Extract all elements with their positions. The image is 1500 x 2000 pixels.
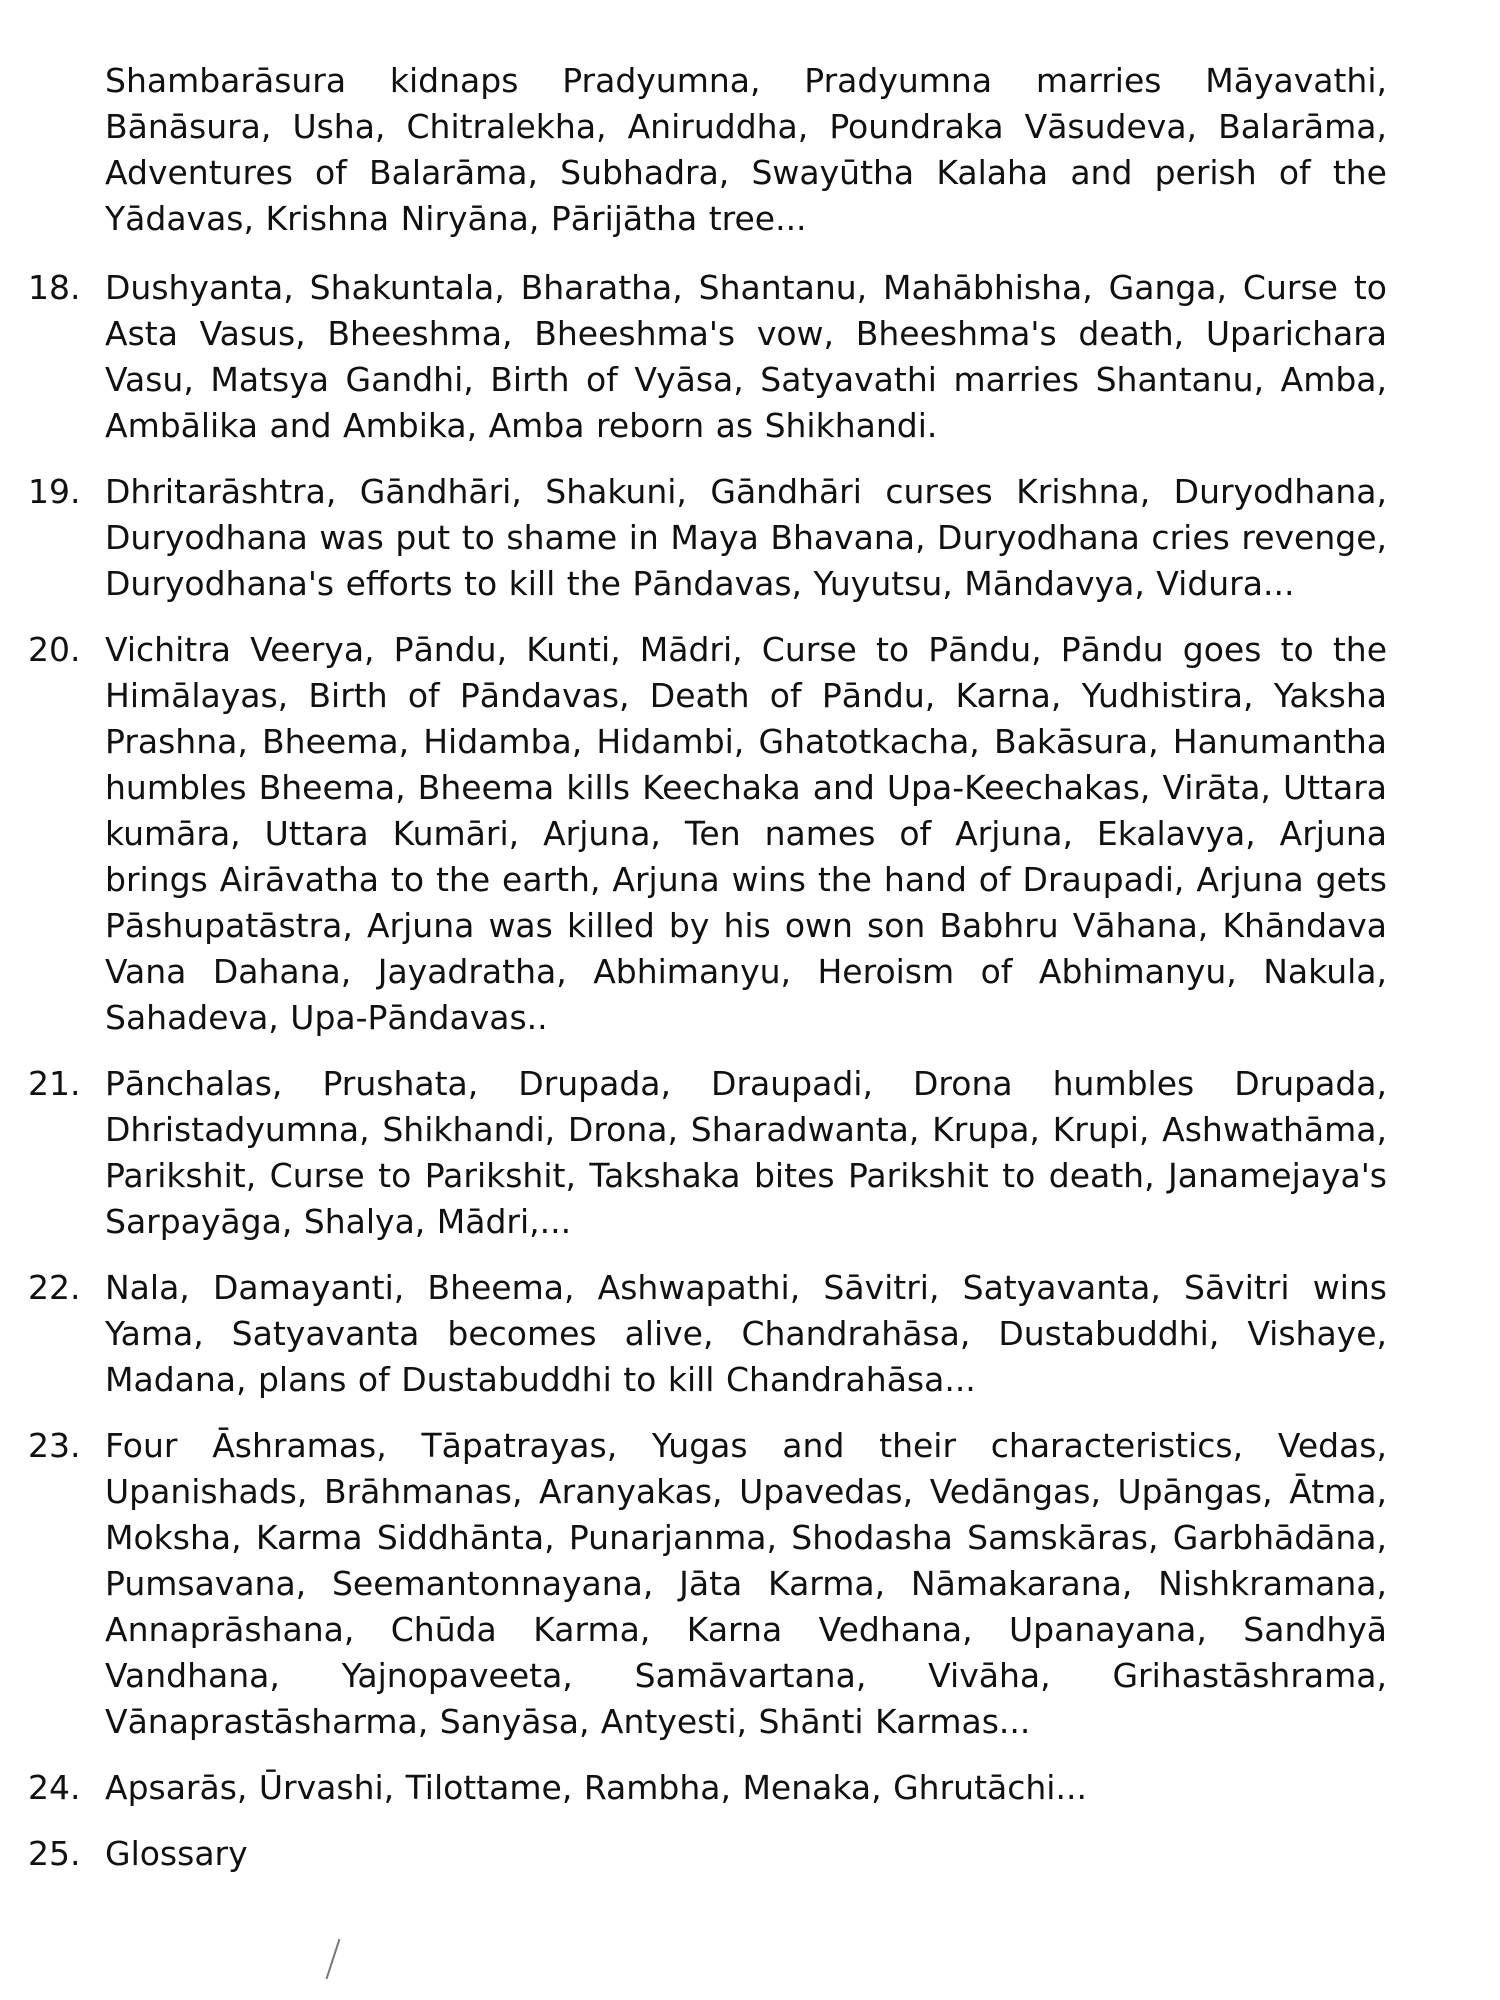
item-number-24: 24. [28,1768,81,1807]
list-item-20 [28,627,1387,1041]
item-text-21: Pānchalas, Prushata, Drupada, Draupadi, Drona humbles Drupada, Dhristadyumna, Shikhandi, Drona, Sharadwanta, Krupa, Krupi, Ashwathāma, Parikshit, Curse to Parikshit, Takshaka bites Parikshit to death, Janamejaya's Sarpayāga, Shalya, Mādri,... [105,1064,1387,1241]
list-item-21 [28,1061,1387,1245]
item-text-18: Dushyanta, Shakuntala, Bharatha, Shantanu, Mahābhisha, Ganga, Curse to Asta Vasus, Bheeshma, Bheeshma's vow, Bheeshma's death, Uparichara Vasu, Matsya Gandhi, Birth of Vyāsa, Satyavathi marries Shantanu, Amba, Ambālika and Ambika, Amba reborn as Shikhandi. [105,268,1387,445]
item-text-23: Four Āshramas, Tāpatrayas, Yugas and their characteristics, Vedas, Upanishads, Brāhmanas, Aranyakas, Upavedas, Vedāngas, Upāngas, Ātma, Moksha, Karma Siddhānta, Punarjanma, Shodasha Samskāras, Garbhādāna, Pumsavana, Seemantonnayana, Jāta Karma, Nāmakarana, Nishkramana, Annaprāshana, Chūda Karma, Karna Vedhana, Upanayana, Sandhyā Vandhana, Yajnopaveeta, Samāvartana, Vivāha, Grihastāshrama, Vānaprastāsharma, Sanyāsa, Antyesti, Shānti Karmas... [105,1426,1387,1741]
item-number-20: 20. [28,630,81,669]
item-number-18: 18. [28,268,81,307]
item-number-25: 25. [28,1834,81,1873]
continuation-paragraph: Shambarāsura kidnaps Pradyumna, Pradyumna marries Māyavathi, Bānāsura, Usha, Chitralekha, Aniruddha, Poundraka Vāsudeva, Balarāma, Adventures of Balarāma, Subhadra, Swayūtha Kalaha and perish of the Yādavas, Krishna Niryāna, Pārijātha tree... [105,61,1387,238]
item-text-20: Vichitra Veerya, Pāndu, Kunti, Mādri, Curse to Pāndu, Pāndu goes to the Himālayas, Birth of Pāndavas, Death of Pāndu, Karna, Yudhistira, Yaksha Prashna, Bheema, Hidamba, Hidambi, Ghatotkacha, Bakāsura, Hanumantha humbles Bheema, Bheema kills Keechaka and Upa-Keechakas, Virāta, Uttara kumāra, Uttara Kumāri, Arjuna, Ten names of Arjuna, Ekalavya, Arjuna brings Airāvatha to the earth, Arjuna wins the hand of Draupadi, Arjuna gets Pāshupatāstra, Arjuna was killed by his own son Babhru Vāhana, Khāndava Vana Dahana, Jayadratha, Abhimanyu, Heroism of Abhimanyu, Nakula, Sahadeva, Upa-Pāndavas.. [105,630,1387,1037]
item-text-22: Nala, Damayanti, Bheema, Ashwapathi, Sāvitri, Satyavanta, Sāvitri wins Yama, Satyavanta becomes alive, Chandrahāsa, Dustabuddhi, Vishaye, Madana, plans of Dustabuddhi to kill Chandrahāsa... [105,1268,1387,1399]
item-number-19: 19. [28,472,81,511]
list-item-18 [28,265,1387,449]
item-number-22: 22. [28,1268,81,1307]
list-item-25 [28,1831,1387,1877]
contents-list [28,265,1387,1897]
item-number-23: 23. [28,1426,81,1465]
list-item-22 [28,1265,1387,1403]
item-text-24: Apsarās, Ūrvashi, Tilottame, Rambha, Menaka, Ghrutāchi... [105,1768,1087,1807]
list-item-23 [28,1423,1387,1745]
list-item-24 [28,1765,1387,1811]
item-text-19: Dhritarāshtra, Gāndhāri, Shakuni, Gāndhāri curses Krishna, Duryodhana, Duryodhana was put to shame in Maya Bhavana, Duryodhana cries revenge, Duryodhana's efforts to kill the Pāndavas, Yuyutsu, Māndavya, Vidura... [105,472,1387,603]
item-number-21: 21. [28,1064,81,1103]
list-item-19 [28,469,1387,607]
stray-pen-mark [326,1939,341,1980]
item-text-25: Glossary [105,1834,248,1873]
